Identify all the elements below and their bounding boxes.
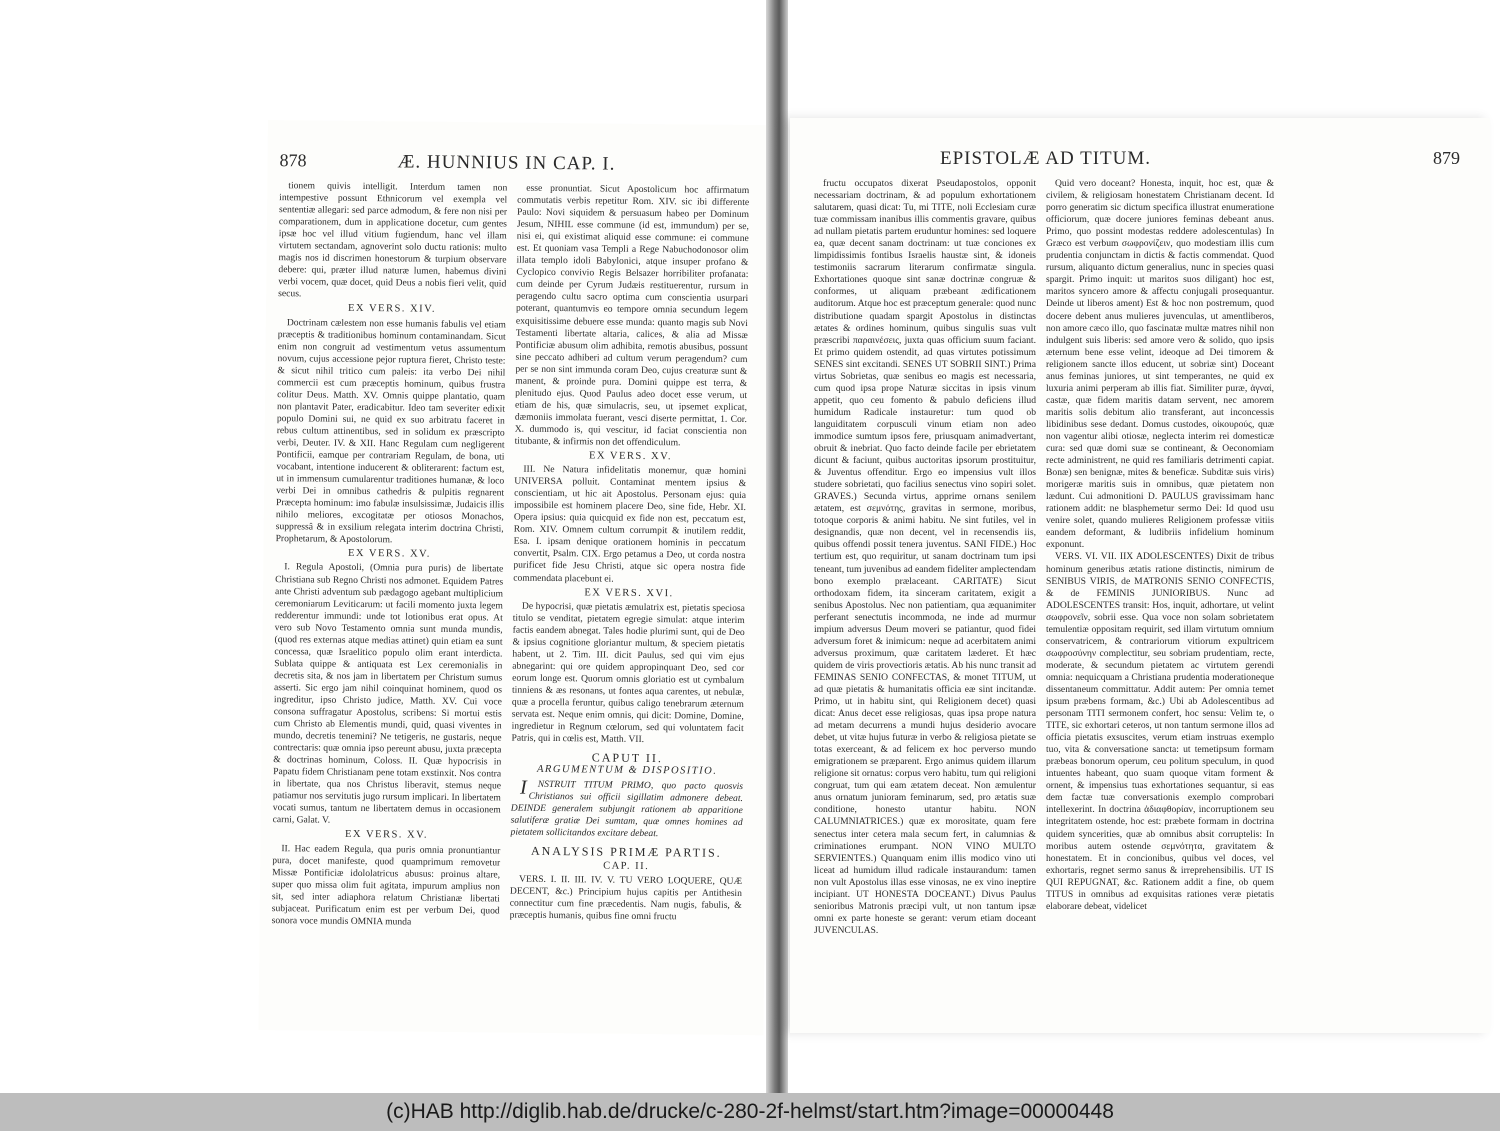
archive-caption-text: (c)HAB http://diglib.hab.de/drucke/c-280-2f-helmst/start.htm?image=00000448 (386, 1100, 1114, 1123)
section-heading: CAPUT II. (591, 750, 663, 766)
right-page-header (790, 148, 1490, 172)
paragraph: III. Ne Natura infidelitatis monemur, quæ homini UNIVERSA polluit. Contaminat mentem ipsius & conscientiam, ut hic ait Apostolus. Personam ejus: quia impossibile est hominem placere Deo, sine fide, Hebr. XI. Opera ipsius: quia quicquid ex fide non est, peccatum est, Rom. XIV. Omnem cultum corrumpit & inutilem reddit, Esa. I. ipsam denique orationem hominis in peccatum convertit, Psalm. CIX. Ergo petamus a Deo, ut corda nostra purificet fide Jesu Christi, atque sic opera nostra fide commendata placebunt ei. (513, 463, 747, 585)
right-running-title: EPISTOLÆ AD TITUM. (940, 148, 1152, 169)
archive-caption-bar (0, 1093, 1500, 1131)
paragraph: fructu occupatos dixerat Pseudapostolos, opponit necessariam doctrinam, & ad populum exhortationem salutarem, quasi dicat: Tu, mi TITE, noli Ecclesiam curæ tuæ commissam inanibus illis commentis gravare, quibus ad nullam pietatis partem eruduntur homines: sed loquere ea, quæ decent sanam doctrinam: ut tuæ conciones ex limpidissimis fontibus Israelis haustæ sint, & idoneis testimoniis sacrarum literarum confirmatæ singula. Exhortationes quoque sint sanæ doctrinæ congruæ & conformes, ut aliquam præbeant ædificationem auditorum. Atque hoc est præceptum generale: quod nunc distributione quadam spargit Apostolus in distinctas ætates & ordines hominum, quibus singulis suas vult præscribi παραινέσεις, juxta quas officium suum faciant. Et primo quidem ostendit, ad quas virtutes potissimum SENES sint excitandi. SENES UT SOBRII SINT.) Prima virtus Sobrietas, quæ senibus eo magis est necessaria, cum quod ipsa prope Naturæ siccitas in ipsis vinum appetit, quo ceu fomento & pabulo deficiens illud humidum Radicale instauretur: tum quod ob languiditatem corpusculi vinum etiam non adeo immodice sumtum ipsos fere, priusquam animadvertant, obruit & inebriat. Quo facto deinde facile per ebrietatem dicunt & faciunt, quibus auctoritas ipsorum prostituitur, & Juventus offenditur. Ergo eo impensius vult illos studere sobrietati, quo facilius senectus vino sopiri solet. GRAVES.) Secunda virtus, apprime ornans senilem ætatem, est σεμνότης, gravitas in sermone, moribus, totoque corporis & animi habitu. Ne sint futiles, vel in designandis, quæ non decent, vel in recensendis iis, quibus offendi possit tenera juventus. SANI FIDE.) Hoc tertium est, quo requiritur, ut sanam doctrinam tum ipsi teneant, tum juvenibus ad eandem fideliter amplectendam bono exemplo prælaceant. CARITATE) Sicut orthodoxam fidem, ita sinceram caritatem, exigit a senibus Apostolus. Nec non patientiam, qua æquanimiter perferant senectutis incommoda, ne inde ad murmur impium adversus Deum moveri se patiantur, quod fidei adversum foret & inimicum: neque ad acerbitatem animi adversus proximum, quæ caritatem læderet. Et hæc quidem de viris provectioris ætatis. Ab his nunc transit ad FEMINAS SENIO CONFECTAS, & monet TITUM, ut ad quæ pietatis & humanitatis officia eæ sint incitandæ. Primo, ut in habitu sint, qui Religionem decet) quasi dicat: Anus decet esse religiosas, quas ipsa prope natura ad metam decurrens a mundi hujus desiderio avocare debet, ut vitæ hujus futuræ in verbo & religiosa pietate se totas exerceant, & ad felicem ex hoc perverso mundo emigrationem se præparent. Ergo animus quidem illarum religione sit ornatus: corpus vero habitu, tum qui religioni congruat, tum qui eam ætatem deceat. Non æmulentur anus ornatum junioram feminarum, sed, pro ætatis suæ conditione, honesto utantur habitu. NON CALUMNIATRICES.) quæ ex morositate, quam fere senectus inter cetera mala secum fert, in calumnias & criminationes erumpant. NON VINO MULTO SERVIENTES.) Quanquam enim illis modico vino uti liceat ad humidum illud radicale instaurandum: tamen non vult Apostolus illas esse vinosas, ne ex vino ineptire incipiant. UT HONESTA DOCEANT.) Divus Paulus senioribus Matronis præcipi vult, ut non tantum ipsæ omni ex parte honeste se gerant: verum etiam doceant JUVENCULAS. (814, 178, 1036, 936)
right-column-1 (814, 178, 1036, 1023)
paragraph: De hypocrisi, quæ pietatis æmulatrix est, pietatis speciosa titulo se venditat, pietatem egregie simulat: atque interim factis eandem abnegat. Tales hodie plurimi sunt, qui de Deo & ipsius cognitione gloriantur multum, & speciem pietatis habent, ut 2. Tim. III. dicit Paulus, sed qui vim ejus abnegarint: qui ore quidem appropinquant Deo, sed cor eorum longe est. Quorum omnis gloriatio est ut cymbalum tinniens & æs resonans, ut fontes aqua carentes, ut nebulæ, quæ a procella feruntur, quibus caligo tenebrarum æternum servata est. Neque enim omnis, qui dicit: Domine, Domine, ingredietur in Regnum cœlorum, sed qui voluntatem facit Patris, qui in cœlis est, Matth. VII. (511, 600, 745, 746)
left-page-number: 878 (279, 150, 307, 171)
left-running-title: Æ. HUNNIUS IN CAP. I. (397, 151, 616, 175)
verse-heading: EX VERS. XV. (344, 829, 429, 842)
paragraph: VERS. VI. VII. IIX ADOLESCENTES) Dixit de tribus hominum generibus ætatis ratione distinctis, nimirum de SENIBUS VIRIS, de MATRONIS SENIO CONFECTIS, & de FEMINIS JUNIORIBUS. Nunc ad ADOLESCENTES transit: Hos, inquit, adhortare, ut velint σωφρονεῖν, sobrii esse. Qua voce non solam sobrietatem temulentiæ oppositam requirit, sed illam virtutum omnium conservatricem, & contrariorum vitiorum expultricem σωφροσύνην complectitur, seu sobriam prudentiam, recte, moderate, & secundum pietatem ac virtutem gerendi omnia: nequicquam a Christiana prudentia moderationeque dissentaneum committatur. Addit autem: Per omnia temet ipsum præbens formam, &c.) Ubi ab Adolescentibus ad personam TITI sermonem confert, hoc sensu: Velim te, o TITE, sic exhortari ceteros, ut non tantum sermone illos ad officia pietatis exsuscites, verum etiam instruas exemplo tuo, vita & conversatione sancta: ut temetipsum formam præbeas bonorum operum, ceu politum speculum, in quod intuentes habeant, quo suam quoque vitam forment & ornent, & impensius tuas exhortationes sequantur, si eas dem factæ tuæ conversationis exemplo comprobari intellexerint. In doctrina ἀδιαφθορίαν, incorruptionem seu integritatem ostende, hoc est: præbete formam in doctrina quidem syncerities, quæ ab omnibus absit corruptelis: In moribus autem ostende σεμνότητα, gravitatem & honestatem. Et in concionibus, quibus vel doces, vel exhortaris, regnet sermo sanus & irreprehensibilis. UT IS QUI REPUGNAT, &c. Rationem addit a fine, ob quem TITUS in omnibus ad exquisitas rationes veræ pietatis elaborare debeat, videlicet (1046, 551, 1274, 912)
paragraph: II. Hac eadem Regula, qua puris omnia pronuntiantur pura, docet manifeste, quod quamprimum removetur Missæ Pontificiæ idololatricus abusus: proinus altare, super quo missa olim fuit agitata, impurum amplius non sit, sed inter adiaphora relatum Christianæ libertati subjaceat. Purificatum enim est per verbum Dei, quod sonora voce mundis OMNIA munda (271, 842, 501, 928)
left-page (258, 120, 773, 1035)
left-column-2 (509, 183, 750, 1025)
verse-heading: EX VERS. XIV. (347, 303, 437, 316)
section-heading: ANALYSIS PRIMÆ PARTIS. (530, 844, 722, 861)
paragraph: I. Regula Apostoli, (Omnia pura puris) de libertate Christiana sub Regno Christi nos admonet. Equidem Patres ante Christi adventum sub pædagogo agebant multiplicium ceremoniarum Leviticarum: ut facili momento juxta legem redderentur immundi: unde tot lotionibus erat opus. At vero sub Novo Testamento omnia sunt munda mundis, (quod res externas atque medias attinet) quin etiam ea sunt concessa, quæ Israelitico populo olim erant interdicta. Sublata quippe & antiquata est Lex ceremonialis in decretis sita, & nos jam in libertatem per Christum sumus asserti. Sic ergo jam nihil coinquinat hominem, quod os ingreditur, ipso Christo judice, Matth. XV. Cui voce consona suffragatur Apostolus, scribens: Si mortui estis cum Christo ab Elementis mundi, quid, quasi viventes in mundo, decretis tenemini? Ne tetigeris, ne gustaris, neque contrectaris: quæ omnia ipso pereunt abusu, juxta præcepta & doctrinas hominum, Coloss. II. Quæ hypocrisis in Papatu fidem Christianam pene totam exstinxit. Nos contra in libertate, qua nos Christus liberavit, stemus neque patiamur nos servitutis jugo rursum implicari. In libertatem vocati sumus, tantum ne libertatem demus in occasionem carni, Galat. V. (272, 561, 504, 827)
paragraph: VERS. I. II. III. IV. V. TU VERO LOQUERE, QUÆ DECENT, &c.) Principium hujus capitis per Antithesin connectitur cum fine præcedentis. Nam nugis, fabulis, & præceptis humanis, quibus fine omni fructu (509, 873, 743, 923)
verse-heading: CAP. II. (603, 860, 650, 872)
right-page-number: 879 (1433, 148, 1460, 168)
verse-heading: EX VERS. XVI. (584, 586, 674, 599)
verse-heading: EX VERS. XV. (588, 450, 673, 463)
left-column-1 (271, 180, 508, 1022)
paragraph: tionem quivis intelligit. Interdum tamen non intempestive possunt Ethnicorum vel exempla vel sententiæ allegari: sed parce admodum, & fere non nisi per comparationem, dum in applicatione docetur, cum gentes ipsæ hoc vel illud vitium fugiendum, hanc vel illam virtutem sectandam, agnoverint solo ductu rationis: multo magis nos id discrimen honestorum & turpium observare debere: qui, præter illud naturæ lumen, habemus divini verbi vocem, quæ docet, quid Deus a nobis fieri velit, quid secus. (278, 180, 508, 300)
argument-heading: ARGUMENTUM & DISPOSITIO. (536, 764, 718, 777)
right-column-2 (1046, 178, 1274, 1023)
paragraph: esse pronuntiat. Sicut Apostolicum hoc affirmatum commutatis verbis repetitur Rom. XIV. sic ibi differente Paulo: Novi siquidem & persuasum habeo per Dominum Jesum, NIHIL esse commune (id est, immundum) per se, nisi ei, qui existimat aliquid esse commune: ei commune est. Et quoniam vasa Templi a Rege Nabuchodonosor olim illata templo idoli Babylonici, atque insuper profano & Cyclopico convivio Regis Belsazer horribiliter profanata: cum deinde per Cyrum Judæis restituerentur, rursum in peragendo cultu sacro optima cum conscientia usurpari poterant, quantumvis eo tempore omnia secundum legem exquisitissime debuere esse munda: quanto magis sub Novi Testamenti libertate altaria, calices, & alia ad Missæ Pontificiæ abusum olim adhibita, remotis abusibus, possunt sine peccato adhiberi ad cultum verum peragendum? cum per se non sint immunda coram Deo, cujus creaturæ sunt & manent, & proinde pura. Domini quippe est terra, & plenitudo ejus. Quod Paulus adeo docet esse verum, ut etiam de his, quæ simulacris, seu, ut ipsemet explicat, dæmoniis immolata fuerant, vesci diserte permittat, 1. Cor. X. dummodo is, qui vescitur, id faciat conscientia non titubante, & infirmis non det offendiculum. (514, 182, 750, 449)
book-gutter (766, 0, 788, 1093)
argument-paragraph: INSTRUIT TITUM PRIMO, quo pacto quosvis Christianos sui officii sigillatim admonere debeat. DEINDE generalem subjungit rationem ab apparitione salutiferæ gratiæ Dei sumtam, quæ omnes homines ad pietatem sollicitandos excitare debeat. (510, 776, 744, 840)
right-page (790, 118, 1490, 1033)
paragraph: Doctrinam cælestem non esse humanis fabulis vel etiam præceptis & traditionibus hominum contaminandam. Sicut enim non congruit ad vestimentum vetus assumentum novum, cujus accessione pejor ruptura fieret, Christo teste: & sicut nihil tritico cum paleis: ita verbo Dei nihil commercii est cum præceptis hominum, quibus frustra colitur Deus. Matth. XV. Omnis quippe plantatio, quam non plantavit Pater, eradicabitur. Ideo tam severiter edixit populo Domini sui, ne quid ex suo arbitratu faceret in rebus cultum attinentibus, sed in solidum ex præscripto verbi, Deuter. IV. & XII. Hanc Regulam cum negligerent Pontificii, eamque per contrariam Regulam, de bona, uti vocabant, intentione inducerent & obliterarent: factum est, ut in immensum cumularentur traditiones humanæ, & loco verbi Dei in omnibus cathedris & pulpitis regnarent Præcepta hominum: imo fabulæ insulsissimæ, Judaicis illis nihilo meliores, excogitatæ per otiosos Monachos, suppressâ & in exsilium relegata interim doctrina Christi, Prophetarum, & Apostolorum. (275, 316, 506, 546)
left-page-header (267, 150, 772, 179)
verse-heading: EX VERS. XV. (347, 548, 431, 561)
paragraph: Quid vero doceant? Honesta, inquit, hoc est, quæ & civilem, & religiosam honestatem Christianam decent. Id porro generatim sic dictum specifica illustrat enumeratione officiorum, quæ docere juniores feminas debeant anus. Primo, quo possint modestas reddere adolescentulas) In Græco est verbum σωφρονίζειν, quo modestiam illis cum prudentia conjunctam in dictis & factis commendat. Quod rursum, aliquanto dictum generalius, nunc in species quasi spargit. Primo inquit: ut maritos suos diligant) hoc est, maritos syncero amore & affectu conjugali prosequantur. Deinde ut liberos ament) Est & hoc non postremum, quod docere debent anus mulieres juvenculas, ut amentliberos, non amore cæco illo, quo fascinatæ multæ matres nihil non indulgent suis liberis: sed amore vero & solido, quo ipsis æternum bene esse velint, ideoque ad Dei timorem & religionem sancte illos educent, ut sobriæ sint) Doceant anus feminas juniores, ut sint temperantes, ne quid ex luxuria animi perperam ab illis fiat. Similiter puræ, ἁγναί, castæ, quæ fidem maritis datam servent, nec amorem maritis solis debitum alio transferant, aut inconcessis libidinibus sese dedant. Domus custodes, οἰκουρούς, quæ non vagentur alibi otiosæ, neglecta interim rei domesticæ cura: sed quæ domi suæ se contineant, & Oeconomiam recte administrent, ne quid res familiaris detrimenti capiat. Bonæ) sen benignæ, mites & beneficæ. Subditæ suis viris) morigeræ maritis suis in omnibus, quæ pietatem non lædunt. Cui admonitioni D. PAULUS gravissimam hanc rationem addit: ne blasphemetur sermo Dei: Id quod usu venire solet, quando mulieres Religionem professæ vitiis eandem deformant, & ludibriis infidelium hominum exponunt. (1046, 178, 1274, 551)
